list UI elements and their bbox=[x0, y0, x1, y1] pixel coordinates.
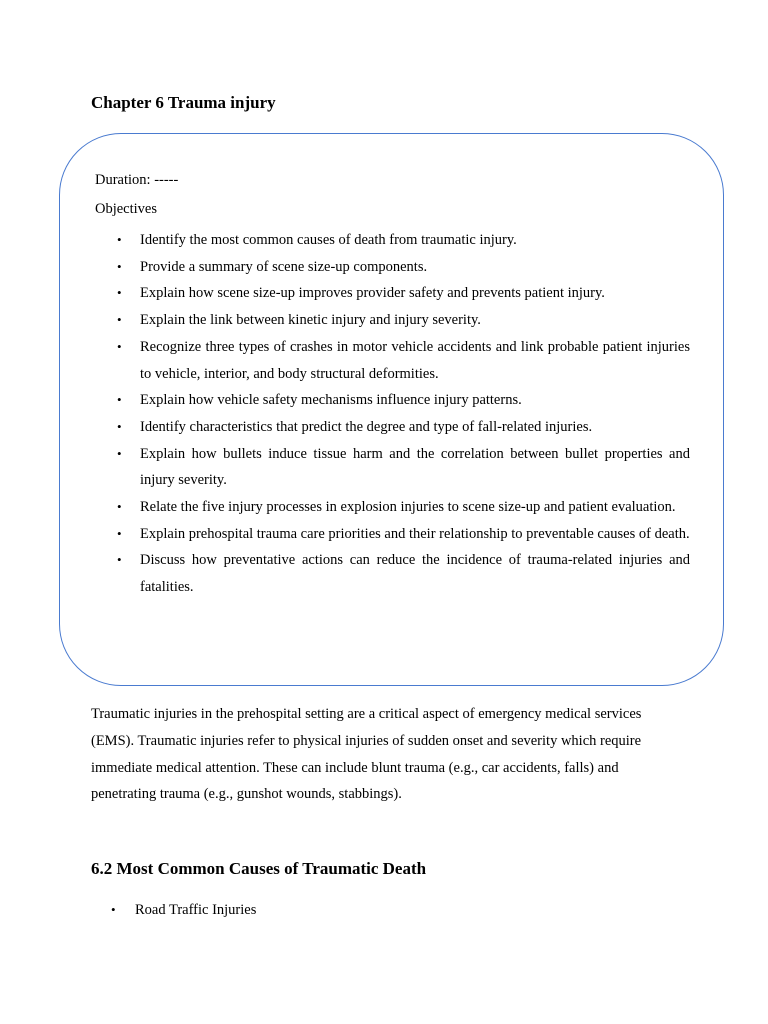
chapter-title: Chapter 6 Trauma injury bbox=[91, 93, 276, 112]
bullet-icon: • bbox=[117, 312, 122, 328]
objective-text: Explain how vehicle safety mechanisms influence injury patterns. bbox=[140, 392, 522, 409]
objective-item bbox=[117, 521, 690, 548]
bullet-icon: • bbox=[117, 499, 122, 515]
objective-text: Discuss how preventative actions can reduce the incidence of trauma-related injuries and fatalities. bbox=[140, 552, 690, 596]
objectives-label: Objectives bbox=[95, 201, 158, 217]
bullet-icon: • bbox=[117, 232, 122, 247]
objective-item bbox=[117, 547, 690, 600]
objective-text: Explain prehospital trauma care priorities and their relationship to preventable causes of death. bbox=[140, 525, 690, 542]
bullet-icon: • bbox=[117, 445, 122, 461]
objective-text: Identify characteristics that predict the degree and type of fall-related injuries. bbox=[140, 418, 593, 435]
objective-list bbox=[117, 227, 690, 601]
section-6-2-heading: 6.2 Most Common Causes of Traumatic Death bbox=[91, 859, 427, 878]
objective-item bbox=[117, 441, 690, 494]
bullet-icon: • bbox=[117, 258, 122, 274]
objective-item bbox=[117, 254, 690, 281]
cause-text: Road Traffic Injuries bbox=[135, 902, 257, 918]
bullet-icon: • bbox=[117, 418, 122, 434]
cause-item bbox=[111, 899, 257, 921]
objective-text: Explain how bullets induce tissue harm and the correlation between bullet properties and injury severity. bbox=[140, 445, 690, 489]
objective-text: Identify the most common causes of death from traumatic injury. bbox=[140, 232, 517, 248]
objectives-box bbox=[59, 133, 724, 686]
bullet-icon: • bbox=[117, 285, 122, 301]
objective-text: Explain how scene size-up improves provider safety and prevents patient injury. bbox=[140, 285, 605, 302]
intro-paragraph: Traumatic injuries in the prehospital setting are a critical aspect of emergency medical services (EMS). Traumatic injuries refer to physical injuries of sudden onset and severity which require immediate medical attention. These can include blunt trauma (e.g., car accidents, falls) and penetrating trauma (e.g., gunshot wounds, stabbings). bbox=[91, 706, 642, 803]
objective-item bbox=[117, 280, 690, 307]
bullet-icon: • bbox=[111, 902, 116, 917]
objective-text: Explain the link between kinetic injury and injury severity. bbox=[140, 312, 481, 329]
bullet-icon: • bbox=[117, 338, 122, 354]
objective-text: Relate the five injury processes in explosion injuries to scene size-up and patient evaluation. bbox=[140, 499, 676, 516]
bullet-icon: • bbox=[117, 552, 122, 568]
duration-text: Duration: ----- bbox=[95, 172, 179, 188]
bullet-icon: • bbox=[117, 392, 122, 408]
objective-item bbox=[117, 227, 690, 254]
objective-item bbox=[117, 494, 690, 521]
objective-text: Recognize three types of crashes in motor vehicle accidents and link probable patient injuries to vehicle, interior, and body structural deformities. bbox=[140, 338, 690, 382]
objective-item bbox=[117, 307, 690, 334]
objective-item bbox=[117, 387, 690, 414]
objective-item bbox=[117, 334, 690, 387]
objective-text: Provide a summary of scene size-up components. bbox=[140, 258, 428, 275]
cause-list bbox=[111, 899, 257, 921]
bullet-icon: • bbox=[117, 525, 122, 541]
objective-item bbox=[117, 414, 690, 441]
